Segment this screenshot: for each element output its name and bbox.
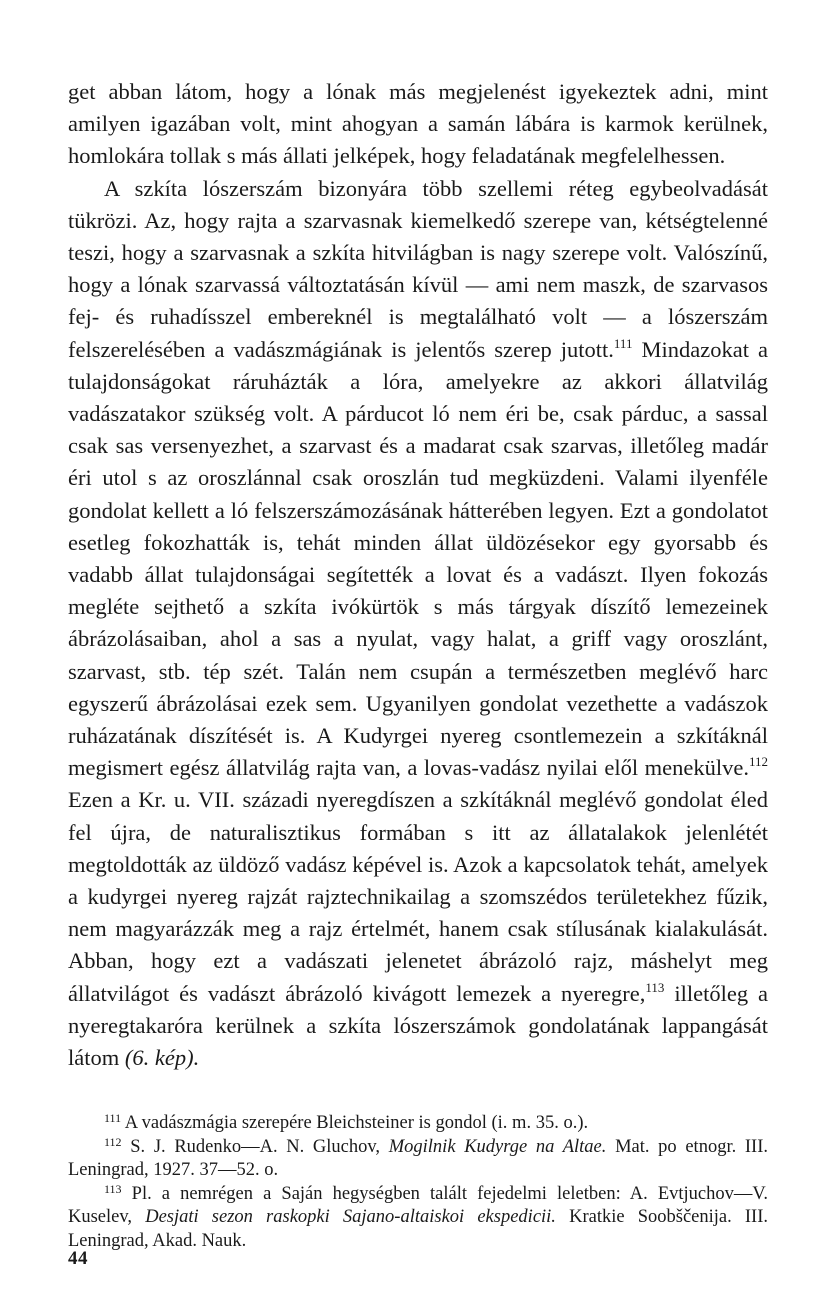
italic-text: Mogilnik Kudyrge na Altae. xyxy=(388,1136,607,1157)
main-text xyxy=(68,76,768,1074)
paragraph xyxy=(68,76,768,173)
footnote-reference: 111 xyxy=(613,335,633,351)
text-segment: A vadászmágia szerepére Bleichsteiner is gondol (i. m. 35. o.). xyxy=(121,1113,589,1133)
text-segment: get abban látom, hogy a lónak más megjelenést igyekeztek adni, mint amilyen igazában volt, mint ahogyan a samán lábára is karmok kerülnek, homlokára tollak s más állati jelképek, hogy feladatának megfelelhessen. xyxy=(68,79,768,169)
footnote-reference: 113 xyxy=(104,1181,122,1196)
paragraph xyxy=(68,173,768,1075)
text-segment: Kratkie Soobščenija. III. Leningrad, Akad. Nauk. xyxy=(68,1207,769,1251)
footnote-reference: 112 xyxy=(104,1134,122,1149)
book-page xyxy=(68,76,768,1296)
text-segment: S. J. Rudenko—A. N. Gluchov, xyxy=(121,1136,389,1157)
footnotes-section xyxy=(68,1112,768,1253)
footnote xyxy=(68,1112,768,1136)
italic-text: (6. kép). xyxy=(124,1045,200,1071)
footnote xyxy=(68,1183,768,1254)
footnote-reference: 113 xyxy=(645,979,665,995)
text-segment: Mindazokat a tulajdonságokat ráruházták a lóra, amelyekre az akkori állatvilág vadászatakor szükség volt. A párducot ló nem éri be, csak párduc, a sassal csak sas versenyezhet, a szarvast és a madarat csak szarvas, illetőleg madár éri utol s az oroszlánnal csak oroszlán tud megküzdeni. Valami ilyenféle gondolat kellett a ló felszerszámozásának hátterében legyen. Ezt a gondolatot esetleg fokozhatták is, tehát minden állat üldözésekor egy gyorsabb és vadabb állat tulajdonságai segítették a lovat és a vadászt. Ilyen fokozás megléte sejthető a szkíta ivókürtök s más tárgyak díszítő lemezeinek ábrázolásaiban, ahol a sas a nyulat, vagy halat, a griff vagy oroszlánt, szarvast, stb. tép szét. Talán nem csupán a természetben meglévő harc egyszerű ábrázolásai ezek sem. Ugyanilyen gondolat vezethette a vadászok ruházatának díszítését is. A Kudyrgei nyereg csontlemezein a szkítáknál megismert egész állatvilág rajta van, a lovas-vadász nyilai elől menekülve. xyxy=(68,336,768,781)
text-segment: Pl. a nemrégen a Saján hegységben talált fejedelmi leletben: A. Evtjuchov—V. Kuselev, xyxy=(68,1183,768,1227)
page-number: 44 xyxy=(68,1248,88,1269)
footnote-reference: 112 xyxy=(748,754,768,770)
text-segment: illetőleg a nyeregtakaróra kerülnek a szkíta lószerszámok gondolatának lappangását látom xyxy=(68,980,768,1071)
text-segment: Ezen a Kr. u. VII. századi nyeregdíszen a szkítáknál meglévő gondolat éled fel újra, de naturalisztikus formában s itt az állatalakok jelenlétét megtoldották az üldöző vadász képével is. Azok a kapcsolatok tehát, amelyek a kudyrgei nyereg rajzát rajztechnikailag a szomszédos területekhez fűzik, nem magyarázzák meg a rajz értelmét, hanem csak stílusának kialakulását. Abban, hogy ezt a vadászati jelenetet ábrázoló rajz, máshelyt meg állatvilágot és vadászt ábrázoló kivágott lemezek a nyeregre, xyxy=(68,787,768,1006)
italic-text: Desjati sezon raskopki Sajano-altaiskoi ekspedicii. xyxy=(145,1207,556,1227)
footnote xyxy=(68,1136,768,1183)
text-segment: A szkíta lószerszám bizonyára több szellemi réteg egybeolvadását tükrözi. Az, hogy rajta a szarvasnak kiemelkedő szerepe van, kétségtelenné teszi, hogy a szarvasnak a szkíta hitvilágban is nagy szerepe volt. Valószínű, hogy a lónak szarvassá változtatásán kívül — ami nem maszk, de szarvasos fej- és ruhadísszel embereknél is megtalálható volt — a lószerszám felszerelésében a vadászmágiának is jelentős szerep jutott. xyxy=(68,175,768,362)
text-segment: Mat. po etnogr. III. Leningrad, 1927. 37—52. o. xyxy=(68,1136,768,1180)
footnote-reference: 111 xyxy=(104,1111,122,1125)
